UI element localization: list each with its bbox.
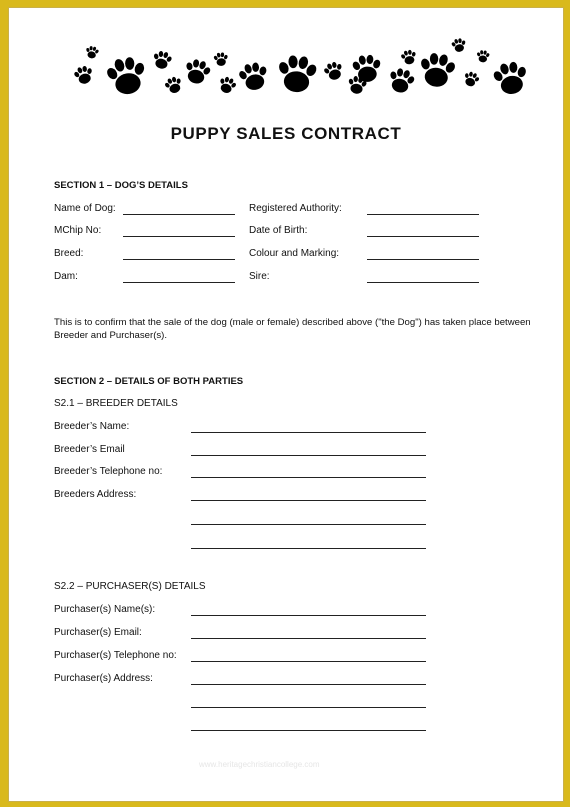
paw-print-icon bbox=[236, 60, 271, 93]
name-of-dog-field[interactable] bbox=[123, 214, 235, 215]
dam-label: Dam: bbox=[54, 271, 78, 282]
mchip-no-label: MChip No: bbox=[54, 225, 102, 236]
paw-print-icon bbox=[213, 52, 229, 67]
paw-print-icon bbox=[216, 74, 238, 95]
paw-print-icon bbox=[450, 37, 467, 53]
breeder-email-field[interactable] bbox=[191, 455, 426, 456]
watermark: www.heritagechristiancollege.com bbox=[199, 760, 320, 769]
purchaser-address-label: Purchaser(s) Address: bbox=[54, 673, 153, 684]
confirmation-paragraph: This is to confirm that the sale of the dog (male or female) described above ("the Dog") has taken place between Breeder and Purchaser(s). bbox=[54, 317, 531, 341]
breed-label: Breed: bbox=[54, 248, 84, 259]
paw-print-icon bbox=[275, 54, 319, 94]
breeder-address-field[interactable] bbox=[191, 500, 426, 501]
name-of-dog-label: Name of Dog: bbox=[54, 203, 116, 214]
mchip-no-field[interactable] bbox=[123, 236, 235, 237]
breeder-address-label: Breeders Address: bbox=[54, 489, 137, 500]
colour-and-marking-label: Colour and Marking: bbox=[249, 248, 340, 259]
breeder-name-field[interactable] bbox=[191, 432, 426, 433]
purchaser-details-heading: S2.2 – PURCHASER(S) DETAILS bbox=[54, 581, 206, 592]
dam-field[interactable] bbox=[123, 282, 235, 283]
sire-label: Sire: bbox=[249, 271, 270, 282]
paw-print-icon bbox=[461, 70, 481, 89]
contract-page bbox=[8, 7, 564, 802]
breeder-name-label: Breeder’s Name: bbox=[54, 421, 130, 432]
paw-print-icon bbox=[84, 45, 99, 59]
date-of-birth-label: Date of Birth: bbox=[249, 225, 308, 236]
paw-print-icon bbox=[385, 65, 417, 95]
breeder-email-label: Breeder’s Email bbox=[54, 444, 125, 455]
paw-print-icon bbox=[151, 49, 174, 70]
purchaser-address-field[interactable] bbox=[191, 730, 426, 731]
colour-and-marking-field[interactable] bbox=[367, 259, 479, 260]
breeder-address-field[interactable] bbox=[191, 548, 426, 549]
purchaser-address-field[interactable] bbox=[191, 684, 426, 685]
purchaser-email-field[interactable] bbox=[191, 638, 426, 639]
breed-field[interactable] bbox=[123, 259, 235, 260]
breeder-address-field[interactable] bbox=[191, 524, 426, 525]
paw-print-icon bbox=[322, 60, 346, 83]
paw-print-icon bbox=[476, 50, 491, 63]
paw-print-icon bbox=[416, 51, 458, 89]
paw-print-icon bbox=[399, 48, 418, 65]
paw-print-icon bbox=[490, 59, 531, 97]
purchaser-email-label: Purchaser(s) Email: bbox=[54, 627, 142, 638]
section-1-heading: SECTION 1 – DOG’S DETAILS bbox=[54, 180, 188, 191]
purchaser-telephone-label: Purchaser(s) Telephone no: bbox=[54, 650, 177, 661]
section-2-heading: SECTION 2 – DETAILS OF BOTH PARTIES bbox=[54, 376, 244, 387]
breeder-details-heading: S2.1 – BREEDER DETAILS bbox=[54, 398, 178, 409]
sire-field[interactable] bbox=[367, 282, 479, 283]
purchaser-name-field[interactable] bbox=[191, 615, 426, 616]
paw-print-icon bbox=[103, 54, 150, 97]
paw-print-banner bbox=[9, 8, 563, 118]
breeder-telephone-field[interactable] bbox=[191, 477, 426, 478]
paw-print-icon bbox=[181, 56, 213, 86]
purchaser-telephone-field[interactable] bbox=[191, 661, 426, 662]
registered-authority-field[interactable] bbox=[367, 214, 479, 215]
breeder-telephone-label: Breeder’s Telephone no: bbox=[54, 466, 163, 477]
purchaser-address-field[interactable] bbox=[191, 707, 426, 708]
page-title: PUPPY SALES CONTRACT bbox=[170, 124, 402, 143]
registered-authority-label: Registered Authority: bbox=[249, 203, 342, 214]
paw-print-icon bbox=[72, 64, 95, 86]
purchaser-name-label: Purchaser(s) Name(s): bbox=[54, 604, 156, 615]
date-of-birth-field[interactable] bbox=[367, 236, 479, 237]
paw-print-icon bbox=[163, 74, 185, 95]
